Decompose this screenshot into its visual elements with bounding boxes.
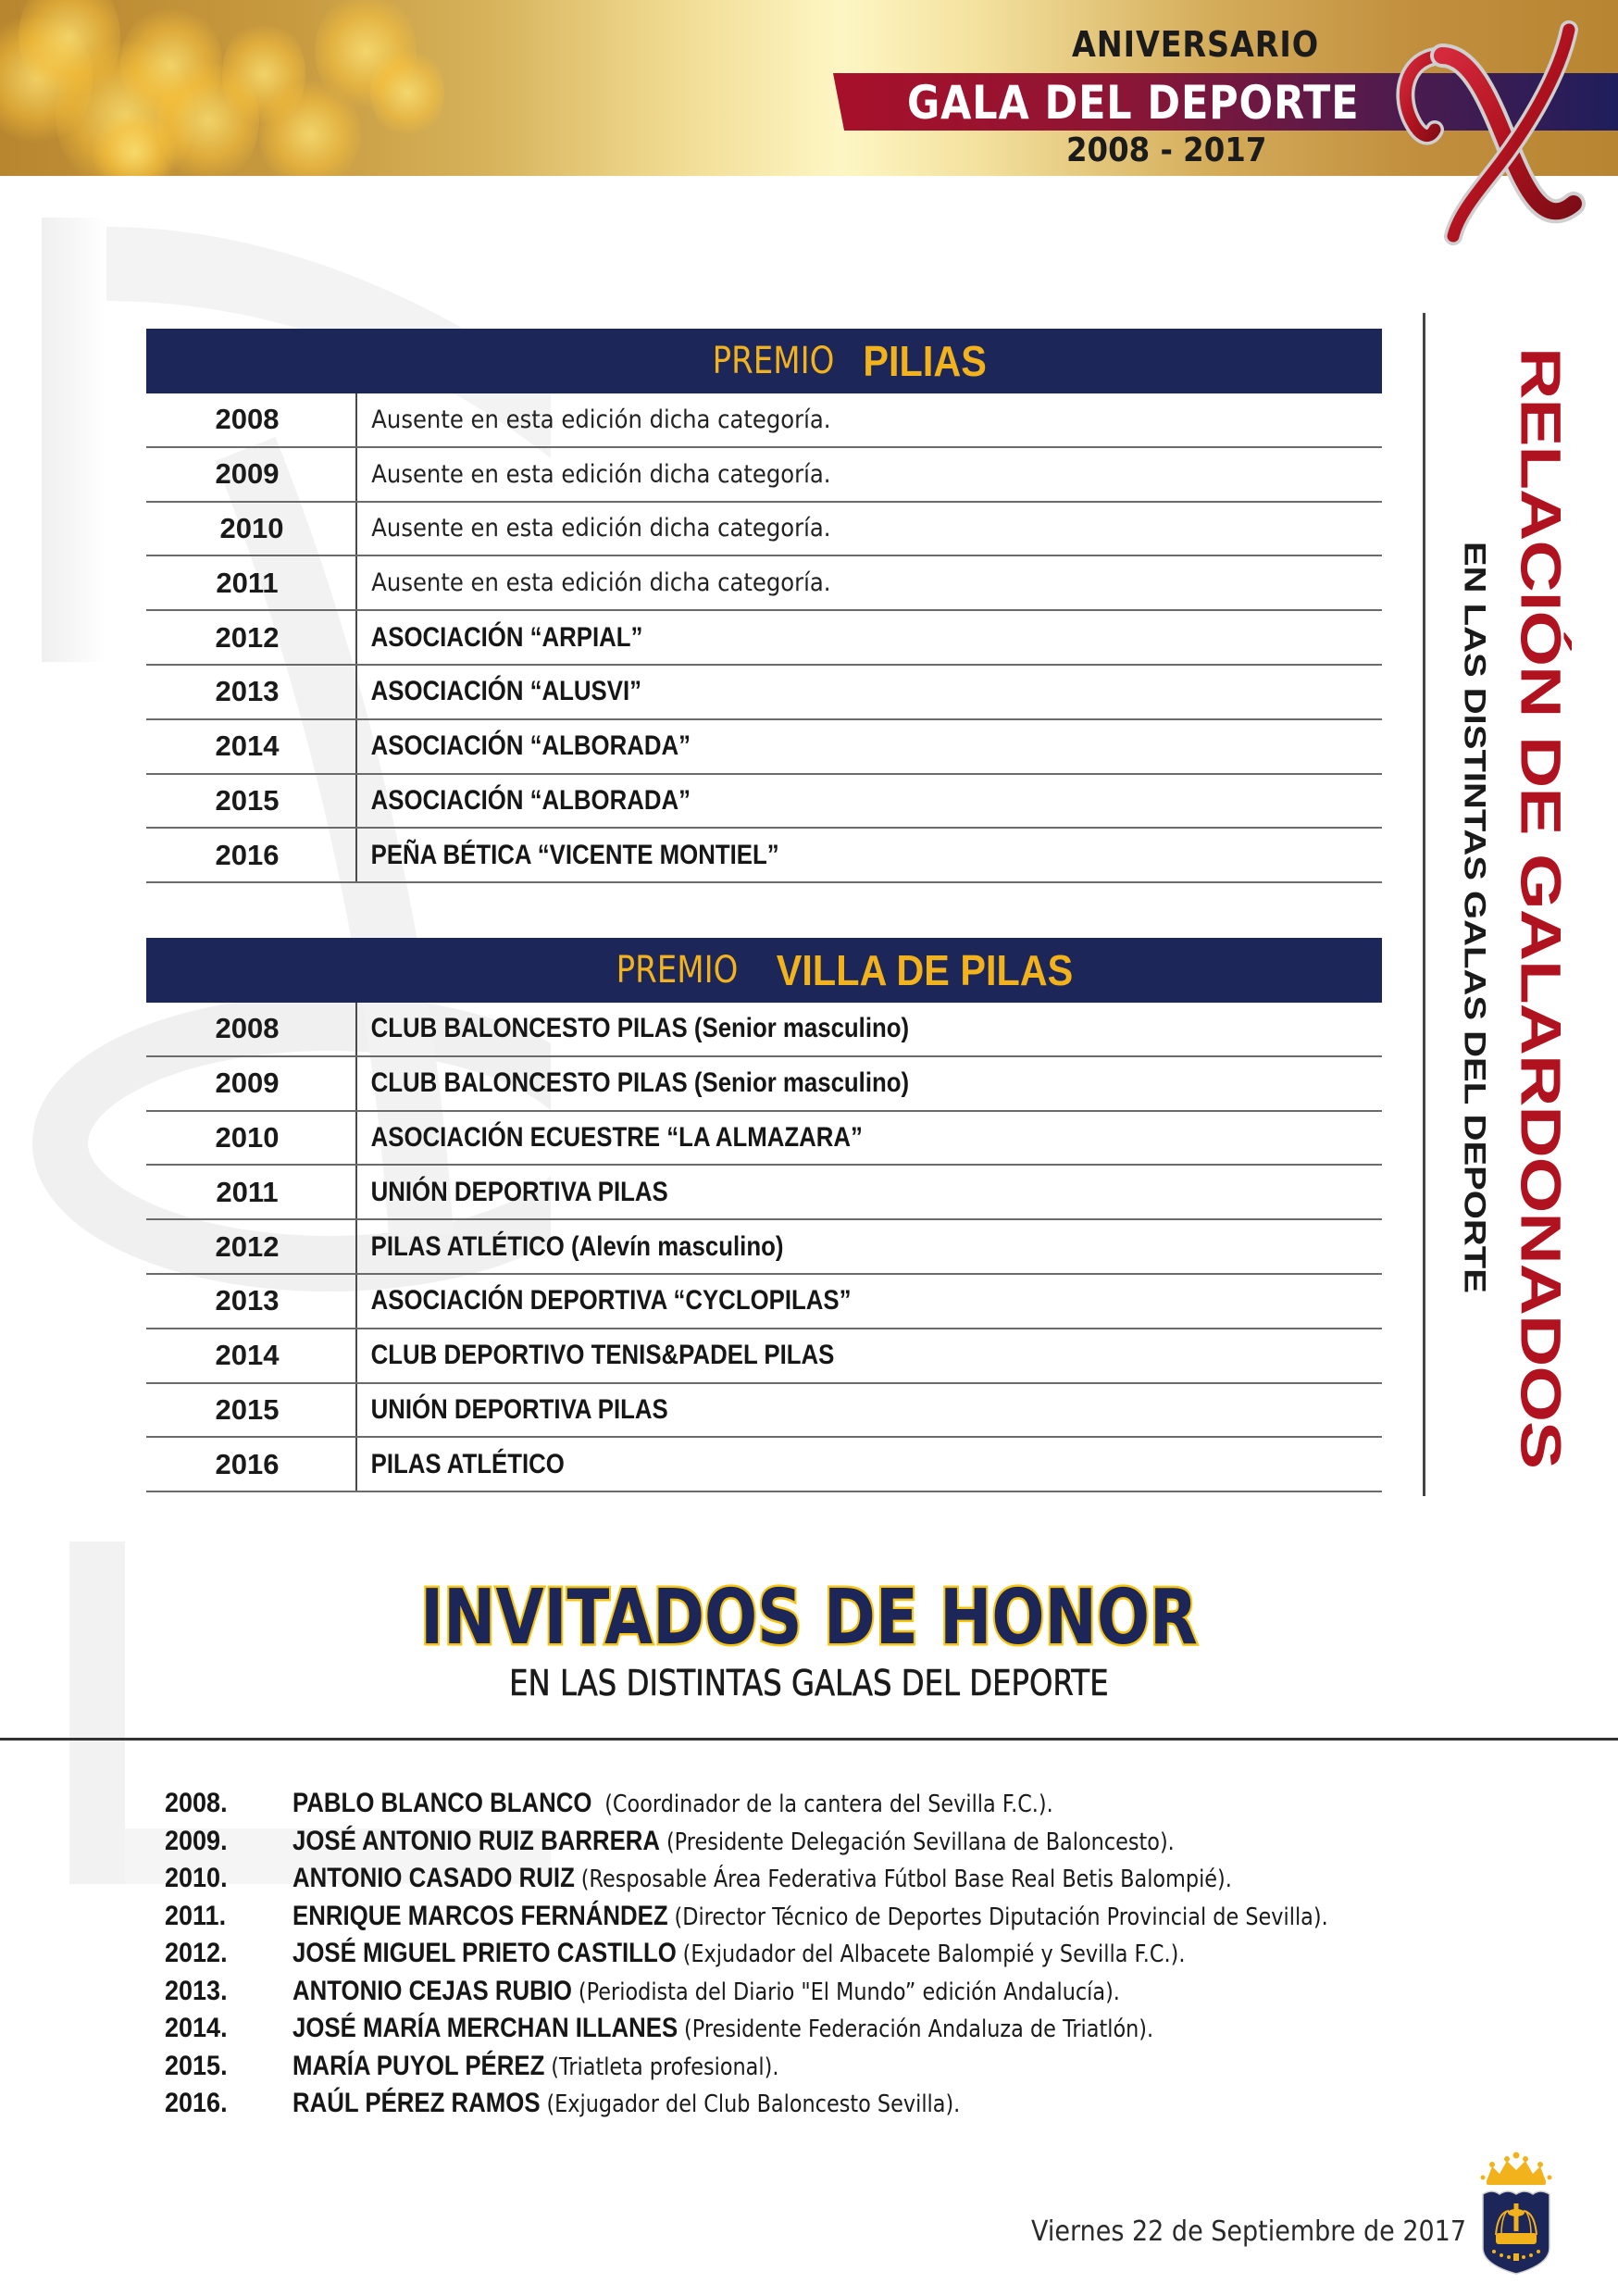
guest-year: 2013.	[165, 1975, 228, 2006]
header-kicker: ANIVERSARIO	[1072, 24, 1320, 65]
guest-list	[165, 1785, 1590, 2123]
header-years: 2008 - 2017	[1066, 131, 1267, 169]
table-row	[146, 1438, 1382, 1492]
row-year: 2012	[146, 1220, 357, 1273]
row-winner: CLUB DEPORTIVO TENIS&PADEL PILAS	[370, 1340, 835, 1371]
section-divider	[0, 1738, 1618, 1741]
row-year: 2011	[146, 556, 357, 609]
list-item	[165, 1860, 1590, 1898]
guest-description: (Periodista del Diario "El Mundo” edición Andalucía).	[578, 1978, 1120, 2006]
guest-name: JOSÉ MARÍA MERCHAN ILLANES	[292, 2013, 678, 2044]
table-row	[146, 666, 1382, 720]
row-year: 2013	[146, 1275, 357, 1328]
award-table-villa-de-pilas	[146, 938, 1382, 1492]
guest-year: 2011.	[165, 1900, 227, 1931]
row-year: 2010	[146, 503, 357, 555]
row-year: 2014	[146, 720, 357, 773]
table-row	[146, 448, 1382, 503]
table-row	[146, 611, 1382, 666]
row-year: 2010	[146, 1112, 357, 1165]
guest-name: ENRIQUE MARCOS FERNÁNDEZ	[292, 1900, 668, 1931]
guest-year: 2016.	[165, 2088, 228, 2119]
guest-description: (Director Técnico de Deportes Diputación Provincial de Sevilla).	[674, 1903, 1328, 1931]
header-banner	[0, 0, 1618, 176]
row-winner: ASOCIACIÓN “ALBORADA”	[370, 784, 691, 816]
guest-description: (Presidente Delegación Sevillana de Baloncesto).	[666, 1828, 1175, 1856]
table-row	[146, 1384, 1382, 1439]
row-year: 2011	[146, 1166, 357, 1218]
table-row	[146, 1057, 1382, 1112]
award-prefix: PREMIO	[712, 340, 835, 382]
row-winner: UNIÓN DEPORTIVA PILAS	[370, 1176, 668, 1207]
row-year: 2008	[146, 1003, 357, 1055]
row-year: 2009	[146, 448, 357, 501]
list-item	[165, 1898, 1590, 1936]
row-winner: ASOCIACIÓN ECUESTRE “LA ALMAZARA”	[370, 1121, 863, 1153]
row-year: 2013	[146, 666, 357, 718]
row-winner: CLUB BALONCESTO PILAS (Senior masculino)	[370, 1067, 910, 1099]
row-year: 2008	[146, 393, 357, 446]
row-winner: ASOCIACIÓN “ALBORADA”	[370, 730, 691, 762]
guest-name: ANTONIO CASADO RUIZ	[292, 1863, 575, 1894]
guest-description: (Resposable Área Federativa Fútbol Base Real Betis Balompié).	[580, 1866, 1232, 1894]
row-year: 2016	[146, 1438, 357, 1491]
guest-year: 2008.	[165, 1788, 228, 1819]
award-name: VILLA DE PILAS	[776, 946, 1074, 994]
row-winner: PILAS ATLÉTICO (Alevín masculino)	[370, 1230, 784, 1262]
row-year: 2015	[146, 775, 357, 828]
row-winner: PILAS ATLÉTICO	[370, 1448, 565, 1479]
row-winner: CLUB BALONCESTO PILAS (Senior masculino)	[370, 1013, 910, 1044]
header-title: GALA DEL DEPORTE	[907, 76, 1360, 130]
side-divider	[1423, 313, 1425, 1496]
guest-name: MARÍA PUYOL PÉREZ	[292, 2050, 545, 2081]
guest-description: (Exjudador del Albacete Balompié y Sevilla F.C.).	[682, 1940, 1186, 1969]
row-winner: Ausente en esta edición dicha categoría.	[371, 514, 831, 543]
table-row	[146, 829, 1382, 883]
guest-year: 2015.	[165, 2050, 228, 2081]
bokeh-light	[370, 46, 444, 139]
table-row	[146, 1329, 1382, 1384]
row-year: 2014	[146, 1329, 357, 1382]
side-title: RELACIÓN DE GALARDONADOS	[1509, 347, 1573, 1469]
row-winner: Ausente en esta edición dicha categoría.	[371, 568, 831, 598]
row-winner: Ausente en esta edición dicha categoría.	[371, 459, 831, 489]
guest-year: 2010.	[165, 1863, 228, 1894]
event-date: Viernes 22 de Septiembre de 2017	[1031, 2215, 1467, 2248]
row-winner: ASOCIACIÓN “ARPIAL”	[370, 621, 643, 653]
table-row	[146, 1112, 1382, 1167]
table-row	[146, 556, 1382, 611]
list-item	[165, 1823, 1590, 1861]
invitados-subtitle	[0, 1663, 1618, 1703]
invitados-title-text: INVITADOS DE HONOR	[420, 1574, 1198, 1662]
side-subtitle: EN LAS DISTINTAS GALAS DEL DEPORTE	[1458, 542, 1492, 1293]
award-prefix: PREMIO	[616, 949, 739, 992]
invitados-subtitle-text: EN LAS DISTINTAS GALAS DEL DEPORTE	[509, 1663, 1109, 1703]
row-year: 2015	[146, 1384, 357, 1437]
municipal-coat-of-arms-icon	[1479, 2146, 1553, 2276]
guest-name: JOSÉ ANTONIO RUIZ BARRERA	[292, 1825, 661, 1856]
table-row	[146, 720, 1382, 775]
row-year: 2009	[146, 1057, 357, 1110]
list-item	[165, 1935, 1590, 1973]
guest-description: (Triatleta profesional).	[551, 2053, 779, 2081]
row-winner: Ausente en esta edición dicha categoría.	[371, 405, 831, 434]
guest-year: 2014.	[165, 2013, 228, 2044]
guest-name: JOSÉ MIGUEL PRIETO CASTILLO	[292, 1938, 677, 1969]
list-item	[165, 2085, 1590, 2123]
guest-year: 2012.	[165, 1938, 228, 1969]
guest-name: RAÚL PÉREZ RAMOS	[292, 2088, 541, 2119]
row-winner: ASOCIACIÓN “ALUSVI”	[370, 676, 642, 707]
table-row	[146, 393, 1382, 448]
list-item	[165, 1973, 1590, 2011]
award-table-header	[146, 938, 1382, 1003]
guest-description: (Presidente Federación Andaluza de Triatlón).	[684, 2015, 1154, 2044]
guest-name: ANTONIO CEJAS RUBIO	[292, 1975, 572, 2006]
table-row	[146, 1166, 1382, 1220]
roman-x-logo-icon	[1388, 19, 1601, 245]
table-row	[146, 1220, 1382, 1275]
table-row	[146, 503, 1382, 557]
table-row	[146, 1275, 1382, 1329]
table-row	[146, 775, 1382, 830]
guest-name: PABLO BLANCO BLANCO	[292, 1788, 592, 1819]
row-winner: UNIÓN DEPORTIVA PILAS	[370, 1393, 668, 1425]
table-row	[146, 1003, 1382, 1057]
list-item	[165, 2010, 1590, 2048]
guest-year: 2009.	[165, 1825, 228, 1856]
list-item	[165, 1785, 1590, 1823]
award-table-pilias	[146, 329, 1382, 883]
guest-description: (Exjugador del Club Baloncesto Sevilla).	[546, 2090, 961, 2119]
award-table-header	[146, 329, 1382, 393]
invitados-title	[0, 1574, 1618, 1662]
row-winner: ASOCIACIÓN DEPORTIVA “CYCLOPILAS”	[370, 1285, 852, 1316]
row-year: 2012	[146, 611, 357, 664]
row-winner: PEÑA BÉTICA “VICENTE MONTIEL”	[370, 839, 779, 870]
row-year: 2016	[146, 829, 357, 881]
list-item	[165, 2048, 1590, 2086]
guest-description: (Coordinador de la cantera del Sevilla F.C.).	[604, 1791, 1053, 1819]
award-name: PILIAS	[863, 337, 987, 385]
